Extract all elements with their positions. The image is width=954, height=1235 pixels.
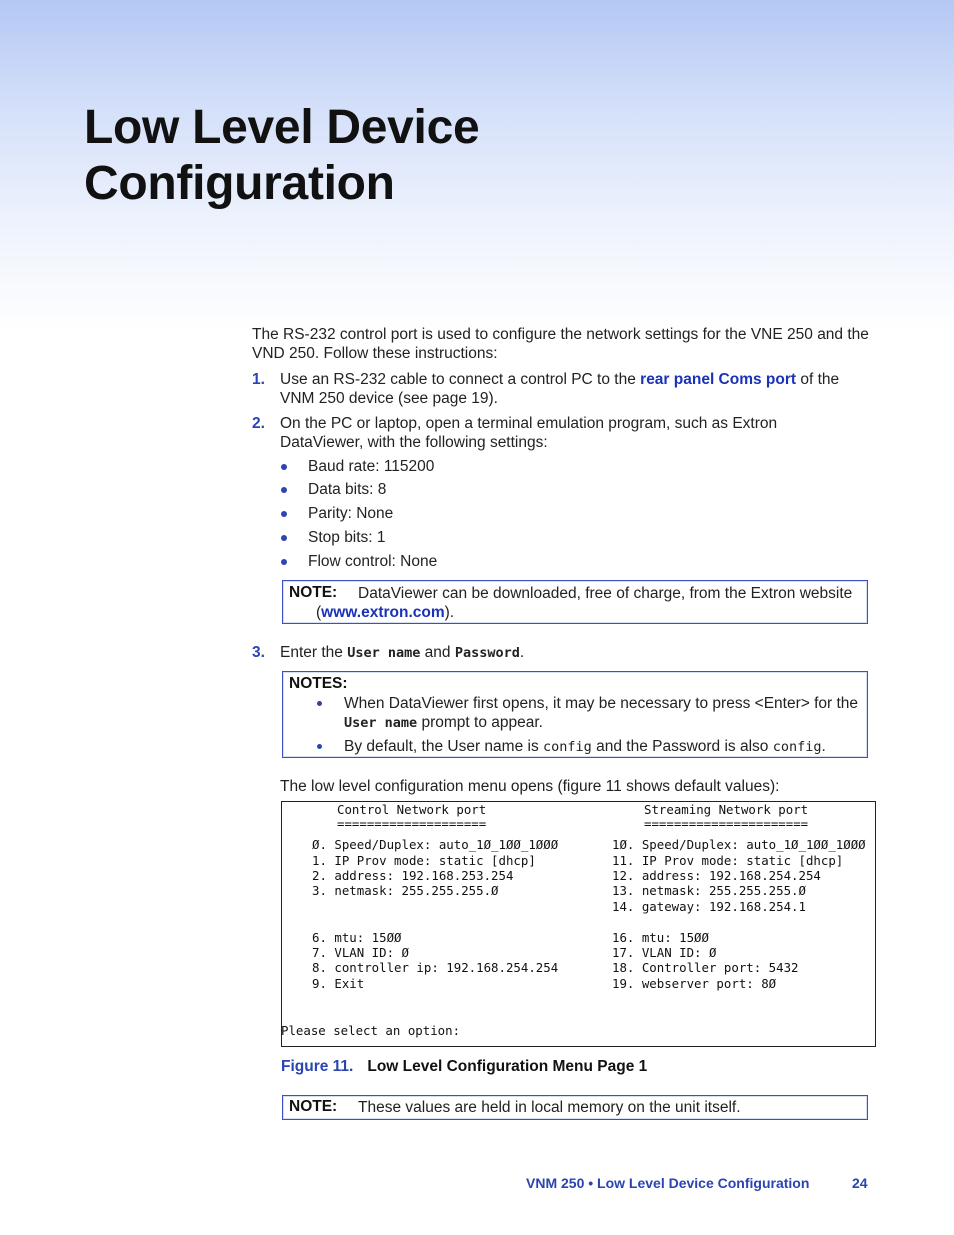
user-name-code: User name — [347, 645, 421, 661]
note-label: NOTE: — [289, 584, 338, 601]
right-option-13: 13. netmask: 255.255.255.Ø — [612, 883, 806, 898]
right-option-11: 11. IP Prov mode: static [dhcp] — [612, 853, 844, 868]
left-option-1: 1. IP Prov mode: static [dhcp] — [312, 853, 536, 868]
step-1-post: of the VNM 250 device (see page 19). — [280, 371, 840, 407]
right-option-19: 19. webserver port: 8Ø — [612, 976, 777, 991]
right-option-18: 18. Controller port: 5432 — [612, 960, 799, 975]
step-2-number: 2. — [252, 415, 265, 432]
footer-doc-title: VNM 250 • Low Level Device Configuration — [526, 1175, 810, 1191]
note-paren-close: ). — [444, 604, 455, 621]
note-box-dataviewer — [282, 580, 868, 624]
right-option-17: 17. VLAN ID: Ø — [612, 945, 717, 960]
notes-bullet-1 — [317, 694, 864, 733]
terminal-prompt: Please select an option: — [281, 1023, 461, 1038]
step-2-text: On the PC or laptop, open a terminal emulation program, such as Extron DataViewer, with the following settings: — [280, 415, 778, 451]
left-option-7: 7. VLAN ID: Ø — [312, 945, 409, 960]
note-3-text: These values are held in local memory on the unit itself. — [358, 1099, 741, 1116]
notes-bullet-2-code-1: config — [543, 739, 592, 755]
setting-data-bits: Data bits: 8 — [280, 480, 386, 499]
setting-flow-control: Flow control: None — [280, 552, 437, 571]
right-option-16: 16. mtu: 15ØØ — [612, 930, 709, 945]
note-paren-open: ( — [316, 604, 322, 621]
notes-bullet-2 — [317, 737, 864, 757]
left-option-3: 3. netmask: 255.255.255.Ø — [312, 883, 499, 898]
notes-bullet-1-post: prompt to appear. — [417, 714, 543, 731]
notes-box-login — [282, 671, 868, 758]
notes-bullet-1-code: User name — [344, 715, 418, 731]
note-3-label: NOTE: — [289, 1098, 338, 1115]
left-option-9: 9. Exit — [312, 976, 365, 991]
page-title-line-2: Configuration — [84, 157, 395, 210]
step-3-number: 3. — [252, 644, 265, 661]
note-text: DataViewer can be downloaded, free of charge, from the Extron website — [358, 585, 853, 602]
step-1-pre: Use an RS-232 cable to connect a control PC to the — [280, 371, 641, 388]
password-code: Password — [454, 645, 520, 661]
right-rule: ====================== — [644, 816, 809, 831]
intro-paragraph: The RS-232 control port is used to configure the network settings for the VNE 250 and the VND 250. Follow these instructions: — [252, 326, 869, 362]
left-rule: ==================== — [337, 816, 487, 831]
notes-bullet-2-mid: and the Password is also — [591, 738, 773, 755]
setting-parity: Parity: None — [280, 504, 393, 523]
page-title-line-1: Low Level Device — [84, 101, 480, 154]
figure-number: Figure 11. — [281, 1058, 354, 1075]
rear-panel-coms-port-link[interactable]: rear panel Coms port — [640, 371, 797, 388]
notes-bullet-2-code-2: config — [772, 739, 822, 755]
notes-bullet-2-pre: By default, the User name is — [344, 738, 544, 755]
left-option-8: 8. controller ip: 192.168.254.254 — [312, 960, 559, 975]
step-1-number: 1. — [252, 371, 265, 388]
terminal-menu-figure — [281, 801, 876, 1047]
footer-page-number: 24 — [852, 1175, 868, 1191]
step-3-pre: Enter the — [280, 644, 348, 661]
setting-baud-rate: Baud rate: 115200 — [280, 457, 434, 476]
setting-stop-bits: Stop bits: 1 — [280, 528, 386, 547]
step-1-text — [280, 370, 860, 408]
left-option-2: 2. address: 192.168.253.254 — [312, 868, 514, 883]
page-title — [84, 100, 479, 212]
right-header: Streaming Network port — [644, 802, 809, 817]
notes-bullet-1-pre: When DataViewer first opens, it may be necessary to press <Enter> for the — [344, 695, 859, 712]
left-option-6: 6. mtu: 15ØØ — [312, 930, 402, 945]
left-option-0: Ø. Speed/Duplex: auto_1Ø_1ØØ_1ØØØ — [312, 837, 559, 852]
left-header: Control Network port — [337, 802, 487, 817]
extron-website-link[interactable]: www.extron.com — [321, 604, 445, 621]
step-3-mid: and — [420, 644, 455, 661]
step-3-post: . — [519, 644, 525, 661]
notes-bullet-2-post: . — [821, 738, 826, 755]
notes-label: NOTES: — [289, 675, 348, 692]
note-box-local-memory — [282, 1095, 868, 1120]
right-option-12: 12. address: 192.168.254.254 — [612, 868, 821, 883]
right-option-10: 1Ø. Speed/Duplex: auto_1Ø_1ØØ_1ØØØ — [612, 837, 866, 852]
right-option-14: 14. gateway: 192.168.254.1 — [612, 899, 806, 914]
note-link-line — [316, 603, 454, 622]
step-3-text — [280, 643, 524, 663]
menu-intro: The low level configuration menu opens (figure 11 shows default values): — [280, 778, 780, 795]
figure-title: Low Level Configuration Menu Page 1 — [367, 1058, 648, 1075]
figure-caption — [281, 1057, 647, 1076]
